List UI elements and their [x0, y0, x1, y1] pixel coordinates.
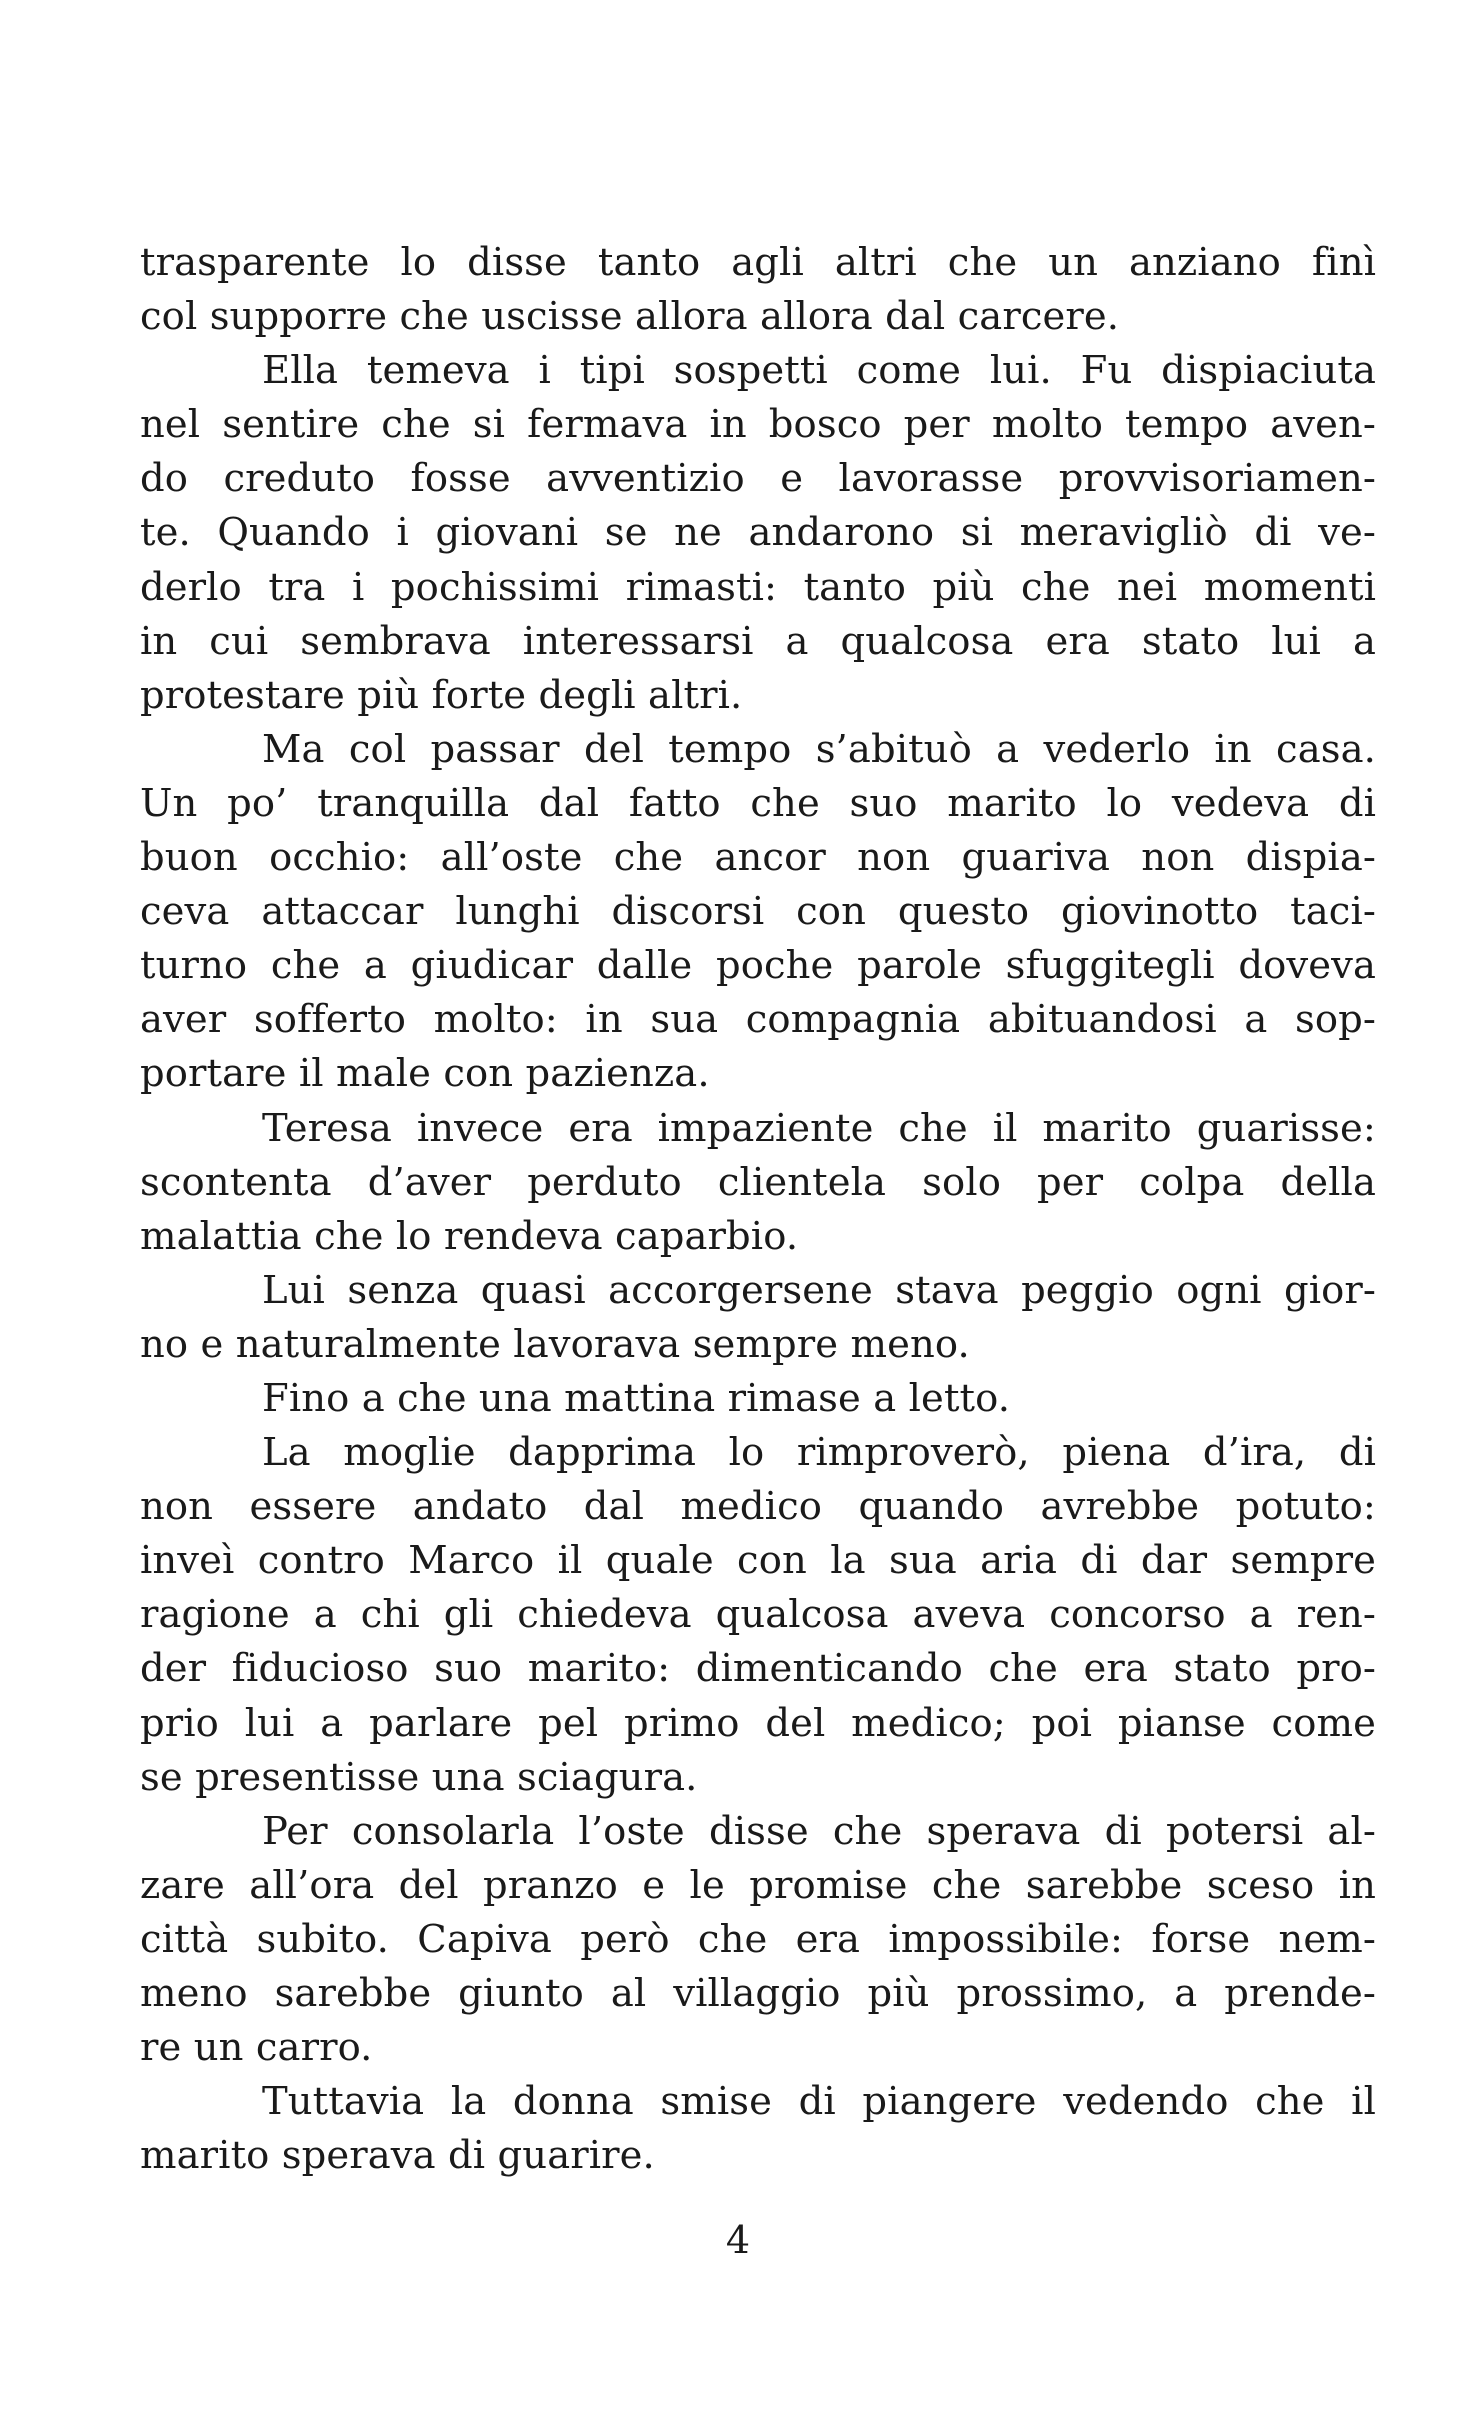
- body-text: [140, 236, 1376, 2183]
- text-line: se presentisse una sciagura.: [140, 1754, 698, 1800]
- text-line: prio lui a parlare pel primo del medico; poi pianse come: [140, 1700, 1376, 1746]
- text-line: malattia che lo rendeva caparbio.: [140, 1213, 799, 1259]
- text-line: no e naturalmente lavorava sempre meno.: [140, 1321, 970, 1367]
- text-line: meno sarebbe giunto al villaggio più prossimo, a prende-: [140, 1971, 1376, 2016]
- text-line: in cui sembrava interessarsi a qualcosa era stato lui a: [140, 618, 1376, 664]
- text-line: Ella temeva i tipi sospetti come lui. Fu dispiaciuta: [262, 348, 1376, 394]
- text-line: inveì contro Marco il quale con la sua aria di dar sempre: [140, 1538, 1376, 1584]
- text-line: protestare più forte degli altri.: [140, 672, 743, 718]
- text-line: col supporre che uscisse allora allora dal carcere.: [140, 294, 1120, 340]
- text-line: te. Quando i giovani se ne andarono si meravigliò di ve-: [140, 510, 1376, 556]
- text-line: aver sofferto molto: in sua compagnia abituandosi a sop-: [140, 997, 1376, 1043]
- text-line: nel sentire che si fermava in bosco per molto tempo aven-: [140, 402, 1376, 448]
- text-line: der fiducioso suo marito: dimenticando che era stato pro-: [140, 1646, 1376, 1692]
- text-line: re un carro.: [140, 2025, 373, 2071]
- text-line: Per consolarla l’oste disse che sperava di potersi al-: [262, 1808, 1376, 1854]
- text-line: Un po’ tranquilla dal fatto che suo marito lo vedeva di: [140, 780, 1376, 826]
- text-line: Lui senza quasi accorgersene stava peggio ogni gior-: [262, 1267, 1376, 1313]
- text-line: trasparente lo disse tanto agli altri che un anziano finì: [140, 240, 1376, 285]
- text-line: non essere andato dal medico quando avrebbe potuto:: [140, 1484, 1376, 1530]
- text-line: do creduto fosse avventizio e lavorasse provvisoriamen-: [140, 456, 1376, 502]
- text-line: città subito. Capiva però che era impossibile: forse nem-: [140, 1916, 1376, 1962]
- text-line: Ma col passar del tempo s’abituò a vederlo in casa.: [262, 726, 1376, 772]
- text-line: scontenta d’aver perduto clientela solo per colpa della: [140, 1159, 1376, 1205]
- text-line: ragione a chi gli chiedeva qualcosa aveva concorso a ren-: [140, 1592, 1376, 1638]
- text-line: ceva attaccar lunghi discorsi con questo giovinotto taci-: [140, 889, 1376, 935]
- text-line: marito sperava di guarire.: [140, 2133, 655, 2179]
- text-line: Fino a che una mattina rimase a letto.: [262, 1375, 1011, 1421]
- text-line: buon occhio: all’oste che ancor non guariva non dispia-: [140, 835, 1376, 881]
- text-line: Teresa invece era impaziente che il marito guarisse:: [262, 1105, 1376, 1151]
- text-line: portare il male con pazienza.: [140, 1051, 710, 1097]
- text-line: Tuttavia la donna smise di piangere vedendo che il: [262, 2079, 1376, 2125]
- text-line: turno che a giudicar dalle poche parole sfuggitegli doveva: [140, 943, 1376, 989]
- text-line: zare all’ora del pranzo e le promise che sarebbe sceso in: [140, 1862, 1376, 1908]
- page-number: 4: [725, 2218, 751, 2262]
- text-line: derlo tra i pochissimi rimasti: tanto più che nei momenti: [140, 564, 1376, 610]
- text-line: La moglie dapprima lo rimproverò, piena d’ira, di: [262, 1430, 1376, 1476]
